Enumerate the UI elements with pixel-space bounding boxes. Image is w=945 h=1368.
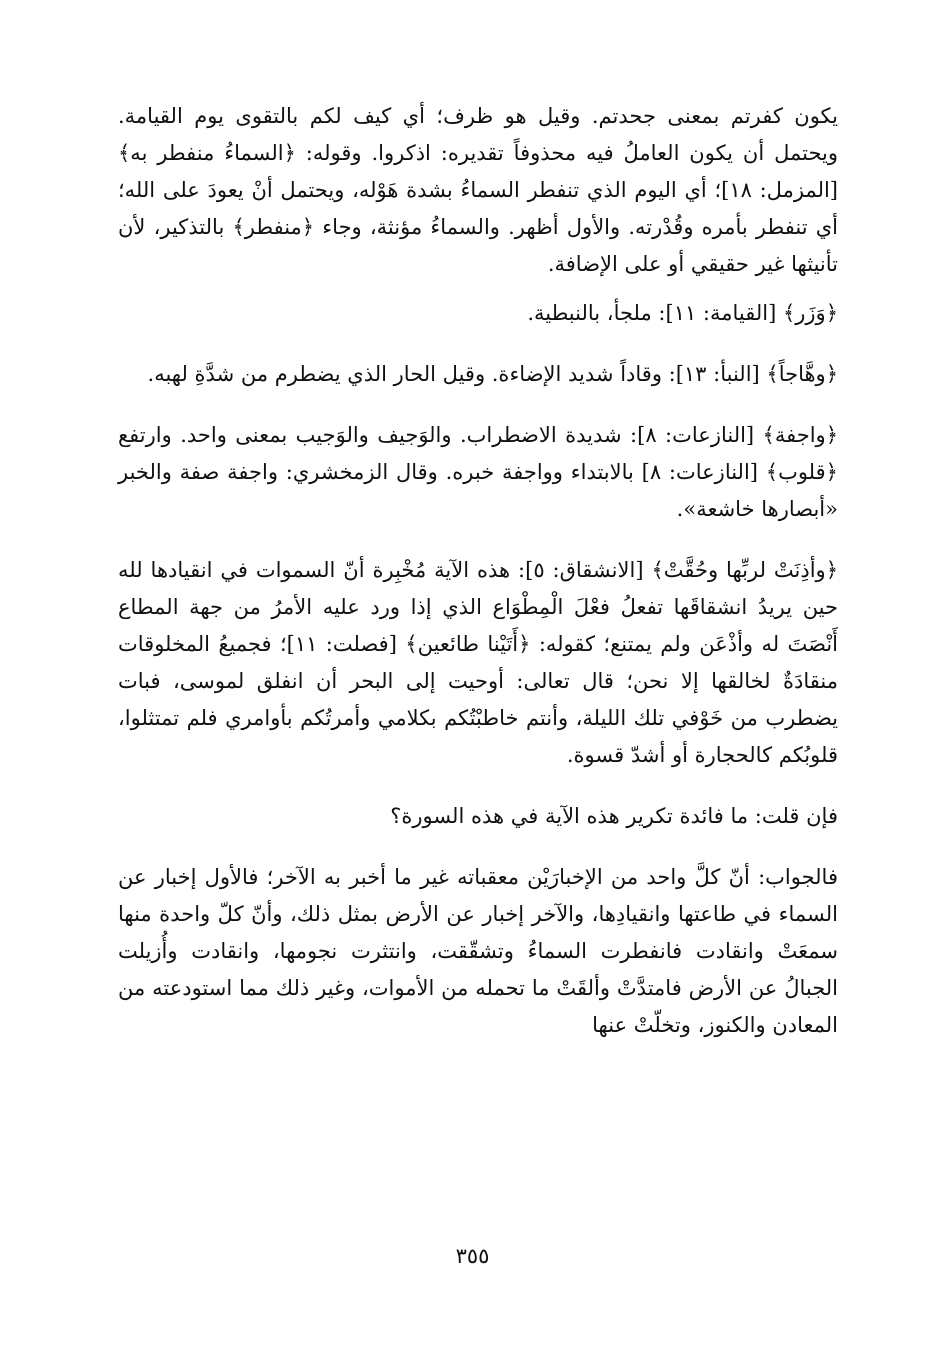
- paragraph-6: فإن قلت: ما فائدة تكرير هذه الآية في هذه السورة؟: [390, 804, 838, 828]
- document-page: [118, 88, 838, 1338]
- paragraph-3: ﴿وهَّاجاً﴾ [النبأ: ١٣]: وقاداً شديد الإضاءة. وقيل الحار الذي يضطرم من شدَّةِ لهبه.: [147, 362, 838, 386]
- paragraph-7: فالجواب: أنّ كلَّ واحد من الإخبارَيْن معقباته غير ما أخبر به الآخر؛ فالأول إخبار عن السماء في طاعتها وانقيادِها، والآخر إخبار عن الأرض بمثل ذلك، وأنّ كلّ واحدة منها سمعَتْ وانقادت فانفطرت السماءُ وتشقّقت، وانتثرت نجومها، وانقادت وأُزيلت الجبالُ عن الأرض فامتدَّتْ وألقَتْ ما تحمله من الأموات، وغير ذلك مما استودعته من المعادن والكنوز، وتخلّتْ عنها: [118, 865, 838, 1037]
- paragraph-2: ﴿وَزَر﴾ [القيامة: ١١]: ملجأ، بالنبطية.: [527, 301, 838, 325]
- paragraph-4: ﴿واجفة﴾ [النازعات: ٨]: شديدة الاضطراب. والوَجيف والوَجيب بمعنى واحد. وارتفع ﴿قلوب﴾ [النازعات: ٨] بالابتداء وواجفة خبره. وقال الزمخشري: واجفة صفة والخبر «أبصارها خاشعة».: [118, 423, 838, 521]
- page-number: ٣٥٥: [455, 1244, 490, 1268]
- paragraph-1: يكون كفرتم بمعنى جحدتم. وقيل هو ظرف؛ أي كيف لكم بالتقوى يوم القيامة. ويحتمل أن يكون العاملُ فيه محذوفاً تقديره: اذكروا. وقوله: ﴿السماءُ منفطر به﴾ [المزمل: ١٨]؛ أي اليوم الذي تنفطر السماءُ بشدة هَوْله، ويحتمل أنْ يعودَ على الله؛ أي تنفطر بأمره وقُدْرته. والأول أظهر. والسماءُ مؤنثة، وجاء ﴿منفطر﴾ بالتذكير، لأن تأنيثها غير حقيقي أو على الإضافة.: [118, 104, 838, 276]
- paragraph-5: ﴿وأذِنَتْ لربِّها وحُقَّتْ﴾ [الانشقاق: ٥]: هذه الآية مُخْبِرة أنّ السموات في انقيادها لله حين يريدُ انشقاقَها تفعلُ فعْلَ الْمِطْوَاع الذي إذا ورد عليه الأمرُ من جهة المطاع أَنْصَتَ له وأذْعَن ولم يمتنع؛ كقوله: ﴿أَتَيْنا طائعين﴾ [فصلت: ١١]؛ فجميعُ المخلوقات منقادَةٌ لخالقها إلا نحن؛ قال تعالى: أوحيت إلى البحر أن انفلق لموسى، فبات يضطرب من خَوْفي تلك الليلة، وأنتم خاطبْتُكم بكلامي وأمرتُكم بأوامري فلم تمتثلوا، قلوبُكم كالحجارة أو أشدّ قسوة.: [118, 558, 839, 767]
